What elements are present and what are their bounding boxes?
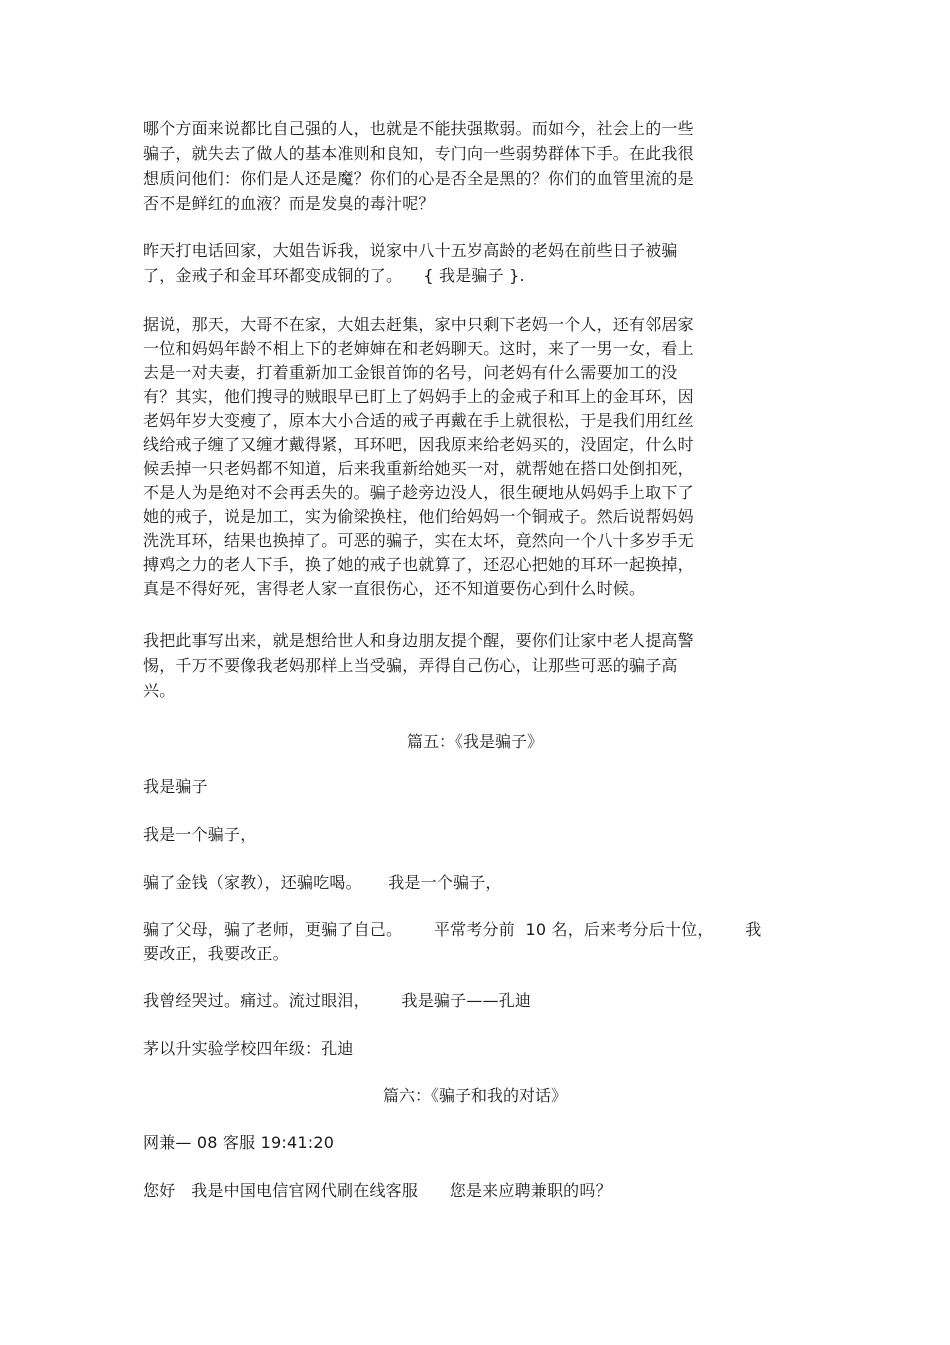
paragraph-1-line-2: 骗子，就失去了做人的基本准则和良知，专门向一些弱势群体下手。在此我很 bbox=[143, 144, 694, 163]
paragraph-3-line-12: 真是不得好死，害得老人家一直很伤心，还不知道要伤心到什么时候。 bbox=[143, 579, 646, 598]
paragraph-1-line-1: 哪个方面来说都比自己强的人，也就是不能扶强欺弱。而如今，社会上的一些 bbox=[143, 119, 694, 138]
paragraph-3-line-9: 她的戒子，说是加工，实为偷梁换柱，他们给妈妈一个铜戒子。然后说帮妈妈 bbox=[143, 507, 694, 526]
section-5-line-2: 骗了金钱（家教），还骗吃喝。 我是一个骗子， bbox=[143, 873, 502, 892]
paragraph-3-line-7: 候丢掉一只老妈都不知道，后来我重新给她买一对，就帮她在搭口处倒扣死， bbox=[143, 459, 694, 478]
paragraph-3-line-1: 据说，那天，大哥不在家，大姐去赶集，家中只剩下老妈一个人，还有邻居家 bbox=[143, 315, 694, 334]
paragraph-3-line-5: 老妈年岁大变瘦了，原本大小合适的戒子再戴在手上就很松，于是我们用红丝 bbox=[143, 411, 694, 430]
section-6-line-2: 您好 我是中国电信官网代刷在线客服 您是来应聘兼职的吗？ bbox=[143, 1181, 612, 1200]
paragraph-3-line-4: 有？其实，他们搜寻的贼眼早已盯上了妈妈手上的金戒子和耳上的金耳环，因 bbox=[143, 387, 694, 406]
paragraph-4-line-2: 惕，千万不要像我老妈那样上当受骗，弄得自己伤心，让那些可恶的骗子高 bbox=[143, 656, 678, 675]
paragraph-3-line-2: 一位和妈妈年龄不相上下的老婶婶在和老妈聊天。这时，来了一男一女，看上 bbox=[143, 339, 694, 358]
paragraph-2-line-2: 了，金戒子和金耳环都变成铜的了。 { 我是骗子 }. bbox=[143, 266, 525, 285]
paragraph-3-line-8: 不是人为是绝对不会再丢失的。骗子趁旁边没人，很生硬地从妈妈手上取下了 bbox=[143, 483, 694, 502]
paragraph-3-line-3: 去是一对夫妻，打着重新加工金银首饰的名号，问老妈有什么需要加工的没 bbox=[143, 363, 678, 382]
paragraph-4-line-3: 兴。 bbox=[143, 681, 176, 700]
paragraph-3-line-6: 线给戒子缠了又缠才戴得紧，耳环吧，因我原来给老妈买的，没固定，什么时 bbox=[143, 435, 694, 454]
section-5-line-3a: 骗了父母，骗了老师，更骗了自己。 平常考分前 10 名，后来考分后十位， 我 bbox=[143, 920, 762, 939]
section-6-heading: 篇六：《骗子和我的对话》 bbox=[382, 1086, 567, 1105]
paragraph-2-line-1: 昨天打电话回家，大姐告诉我，说家中八十五岁高龄的老妈在前些日子被骗 bbox=[143, 241, 678, 260]
section-5-line-3b: 要改正，我要改正。 bbox=[143, 944, 289, 963]
paragraph-1-line-4: 否不是鲜红的血液？而是发臭的毒汁呢？ bbox=[143, 194, 435, 213]
paragraph-1-line-3: 想质问他们：你们是人还是魔？你们的心是否全是黑的？你们的血管里流的是 bbox=[143, 169, 694, 188]
paragraph-4-line-1: 我把此事写出来，就是想给世人和身边朋友提个醒，要你们让家中老人提高警 bbox=[143, 631, 694, 650]
paragraph-3-line-11: 搏鸡之力的老人下手，换了她的戒子也就算了，还忍心把她的耳环一起换掉， bbox=[143, 555, 694, 574]
section-5-heading: 篇五：《我是骗子》 bbox=[406, 732, 543, 751]
section-6-line-1: 网兼— 08 客服 19:41:20 bbox=[143, 1133, 335, 1152]
paragraph-3-line-10: 洗洗耳环，结果也换掉了。可恶的骗子，实在太坏，竟然向一个八十多岁手无 bbox=[143, 531, 694, 550]
section-5-line-4: 我曾经哭过。痛过。流过眼泪， 我是骗子——孔迪 bbox=[143, 991, 532, 1010]
section-5-title-line: 我是骗子 bbox=[143, 777, 208, 796]
section-5-line-1: 我是一个骗子， bbox=[143, 825, 257, 844]
section-5-line-5: 茅以升实验学校四年级：孔迪 bbox=[143, 1039, 354, 1058]
